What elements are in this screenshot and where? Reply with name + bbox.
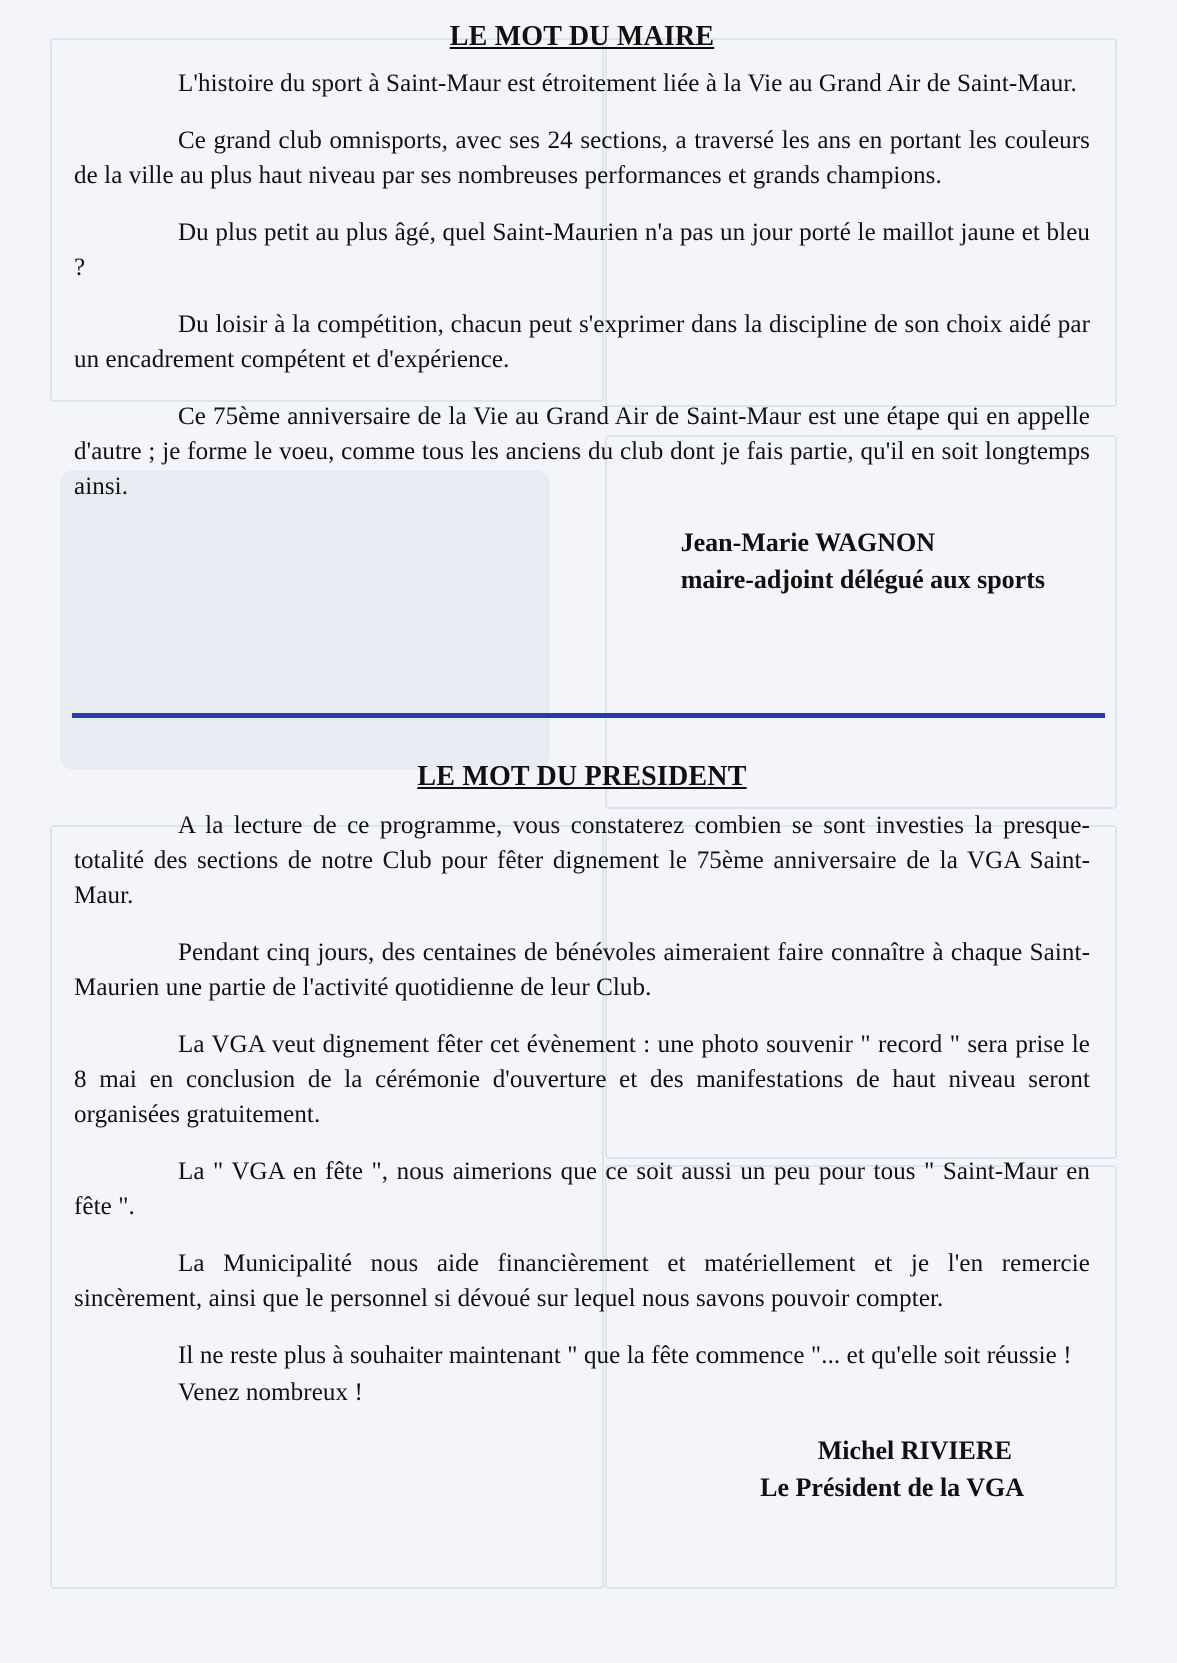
president-closing: Venez nombreux ! [178, 1379, 363, 1406]
president-paragraph: A la lecture de ce programme, vous constaterez combien se sont investies la presque-totalité des sections de notre Club pour fêter dignement le 75ème anniversaire de la VGA Saint-Maur. [74, 812, 1090, 909]
mayor-paragraph: Du loisir à la compétition, chacun peut s'exprimer dans la discipline de son choix aidé par un encadrement compétent et d'expérience. [74, 311, 1090, 373]
mayor-paragraph: Ce grand club omnisports, avec ses 24 sections, a traversé les ans en portant les couleurs de la ville au plus haut niveau par ses nombreuses performances et grands champions. [74, 127, 1090, 189]
president-signature-role: Le Président de la VGA [760, 1473, 1024, 1502]
president-signature-name: Michel RIVIERE [817, 1436, 1012, 1465]
president-section [74, 758, 1090, 1506]
mayor-paragraph: L'histoire du sport à Saint-Maur est étroitement liée à la Vie au Grand Air de Saint-Maur. [178, 70, 1077, 97]
president-paragraph: Pendant cinq jours, des centaines de bénévoles aimeraient faire connaître à chaque Saint-Maurien une partie de l'activité quotidienne de leur Club. [74, 939, 1090, 1001]
mayor-title: LE MOT DU MAIRE [449, 21, 715, 52]
mayor-signature [74, 524, 1090, 598]
president-paragraph: Il ne reste plus à souhaiter maintenant " que la fête commence "... et qu'elle soit réussie ! [178, 1342, 1072, 1369]
mayor-paragraph: Du plus petit au plus âgé, quel Saint-Maurien n'a pas un jour porté le maillot jaune et bleu ? [74, 219, 1090, 281]
mayor-signature-role: maire-adjoint délégué aux sports [680, 565, 1045, 594]
mayor-section [74, 18, 1090, 598]
president-paragraph: La " VGA en fête ", nous aimerions que ce soit aussi un peu pour tous " Saint-Maur en fête ". [74, 1158, 1090, 1220]
president-paragraph: La Municipalité nous aide financièrement et matériellement et je l'en remercie sincèrement, ainsi que le personnel si dévoué sur lequel nous savons pouvoir compter. [74, 1250, 1090, 1312]
president-paragraph: La VGA veut dignement fêter cet évènement : une photo souvenir " record " sera prise le 8 mai en conclusion de la cérémonie d'ouverture et des manifestations de haut niveau seront organisées gratuitement. [74, 1031, 1090, 1128]
mayor-signature-name: Jean-Marie WAGNON [680, 528, 935, 557]
section-divider [72, 713, 1105, 718]
president-signature [74, 1432, 1090, 1506]
mayor-paragraph: Ce 75ème anniversaire de la Vie au Grand Air de Saint-Maur est une étape qui en appelle d'autre ; je forme le voeu, comme tous les anciens du club dont je fais partie, qu'il en soit longtemps ainsi. [74, 403, 1090, 500]
president-title: LE MOT DU PRESIDENT [417, 761, 747, 792]
